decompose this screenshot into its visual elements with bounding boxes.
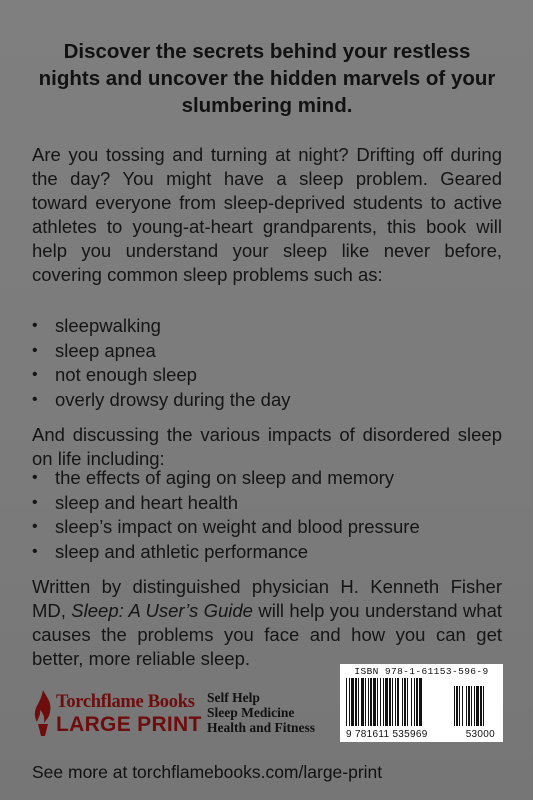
sleep-problems-list (32, 314, 502, 412)
barcode-bar (370, 678, 372, 726)
list-item: • sleep’s impact on weight and blood pressure (32, 515, 502, 540)
barcode-bar (389, 678, 391, 726)
intro-paragraph: Are you tossing and turning at night? Drifting off during the day? You might have a sleep problem. Geared toward everyone from sleep-deprived students to active athletes to young-at-heart grandparents, this book will help you understand your sleep like never before, covering common sleep problems such as: (32, 144, 502, 285)
book-title: Sleep: A User’s Guide (71, 600, 253, 621)
barcode-bar (416, 678, 418, 726)
barcode-bar (395, 678, 396, 726)
category-label: Self Help (207, 690, 260, 705)
flame-icon (32, 690, 54, 736)
barcode-bar (383, 678, 384, 726)
closing-text-start: Written by distinguished physician H. Kenneth Fisher MD, (32, 576, 502, 621)
barcode-bar (358, 678, 359, 726)
publisher-name: Torchflame Books (56, 692, 195, 712)
barcode-addon-bar (462, 686, 463, 726)
price-code: 53000 (465, 729, 495, 740)
barcode-addon-bar (474, 686, 475, 726)
barcode-bar (349, 678, 350, 726)
barcode-bar (419, 678, 422, 726)
barcode-number: 9 781611 535969 (346, 729, 428, 740)
barcode-bar (355, 678, 357, 726)
category-label: Health and Fitness (207, 720, 316, 735)
list-item: • the effects of aging on sleep and memory (32, 466, 502, 491)
list-item: • sleep apnea (32, 339, 502, 364)
barcode-addon-bar (476, 686, 479, 726)
barcode-bar (365, 678, 366, 726)
barcode-bar (411, 678, 412, 726)
list-item: • sleep and heart health (32, 491, 502, 516)
see-more-link[interactable]: See more at torchflamebooks.com/large-print (32, 762, 383, 782)
barcode-bar (385, 678, 388, 726)
list-item: • not enough sleep (32, 363, 502, 388)
impacts-list (32, 466, 502, 564)
headline: Discover the secrets behind your restless nights and uncover the hidden marvels of your slumbering mind. (38, 40, 496, 117)
barcode-addon-bar (456, 686, 458, 726)
publisher-imprint: LARGE PRINT (56, 713, 202, 736)
barcode-addon-bar (454, 686, 455, 726)
barcode-bar (361, 678, 364, 726)
barcode-bar (414, 678, 415, 726)
barcode-bar (402, 678, 403, 726)
list-item: • sleep and athletic performance (32, 540, 502, 565)
barcode-addon-bar (459, 686, 460, 726)
barcode-digits (346, 729, 501, 740)
impacts-intro: And discussing the various impacts of disordered sleep on life including: (32, 424, 502, 469)
barcode-addon-bar (466, 686, 467, 726)
barcode-bar (346, 678, 347, 726)
barcode-bar (351, 678, 354, 726)
publisher-logo (32, 688, 202, 748)
barcode-bars (344, 678, 499, 728)
barcode-bar (373, 678, 376, 726)
isbn-text: ISBN 978-1-61153-596-9 (354, 666, 489, 677)
category-list (207, 690, 337, 735)
barcode-bar (368, 678, 369, 726)
barcode-addon-bar (480, 686, 482, 726)
list-item: • sleepwalking (32, 314, 502, 339)
barcode-bar (380, 678, 381, 726)
barcode-bar (392, 678, 393, 726)
barcode (340, 664, 503, 742)
closing-text-end: will help you understand what causes the problems you face and how you can get better, more reliable sleep. (32, 600, 502, 669)
barcode-bar (404, 678, 406, 726)
list-item: • overly drowsy during the day (32, 388, 502, 413)
category-label: Sleep Medicine (207, 705, 295, 720)
closing-paragraph (32, 575, 502, 671)
barcode-addon-bar (483, 686, 484, 726)
barcode-bar (397, 678, 399, 726)
barcode-bar (407, 678, 408, 726)
barcode-bar (377, 678, 378, 726)
barcode-addon-bar (471, 686, 472, 726)
barcode-addon-bar (468, 686, 470, 726)
